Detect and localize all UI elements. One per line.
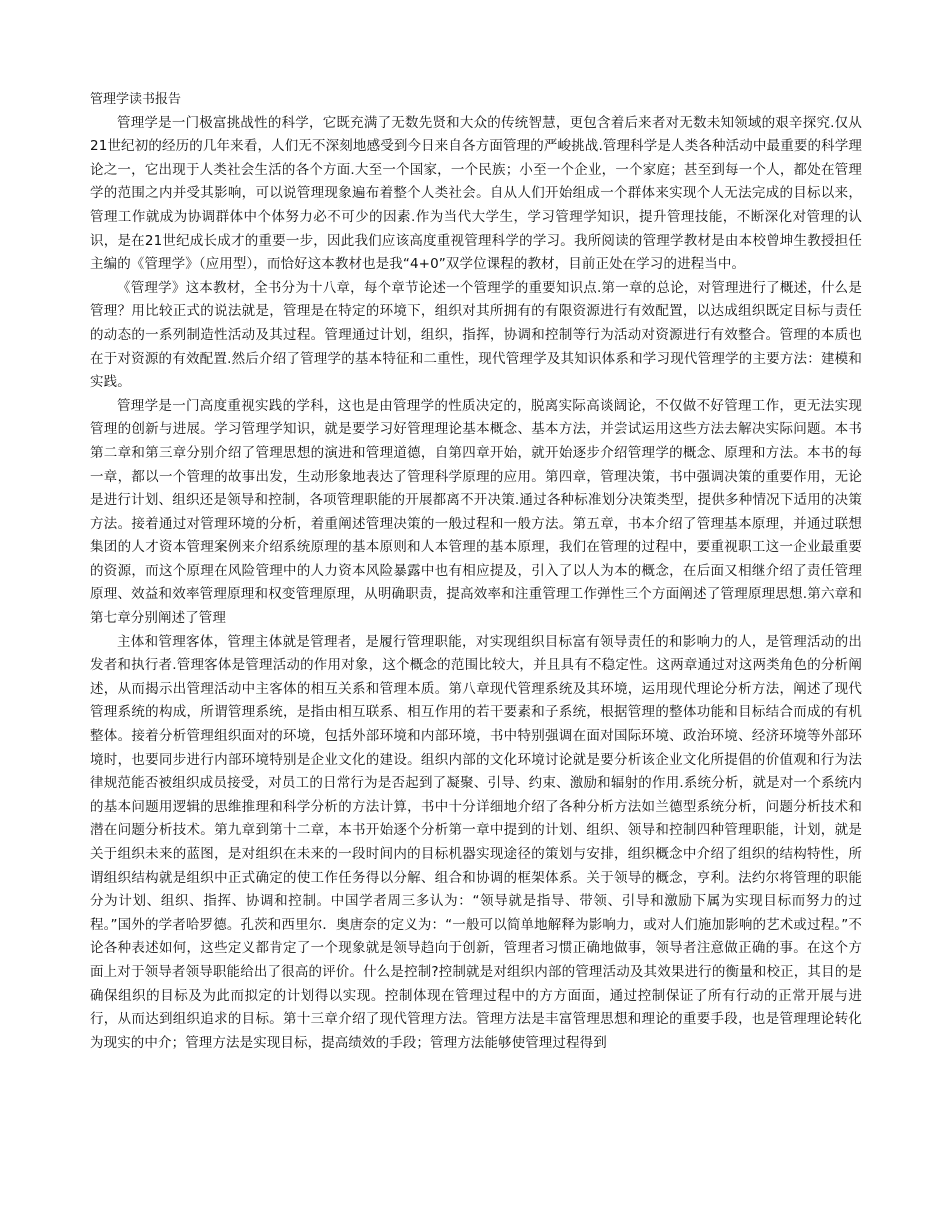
paragraph-book-overview: 《管理学》这本教材，全书分为十八章，每个章节论述一个管理学的重要知识点.第一章的总论，对管理进行了概述，什么是管理？用比较正式的说法就是，管理是在特定的环境下，组织对其所拥有的有限资源进行有效配置，以达成组织既定目标与责任的动态的一系列制造性活动及其过程。管理通过计划，组织，指挥，协调和控制等行为活动对资源进行有效整合。管理的本质也在于对资源的有效配置.然后介绍了管理学的基本特征和二重性，现代管理学及其知识体系和学习现代管理学的主要方法：建模和实践。 [90, 279, 862, 391]
document-page [90, 88, 862, 1055]
paragraph-practice-and-principles: 管理学是一门高度重视实践的学科，这也是由管理学的性质决定的，脱离实际高谈阔论，不仅做不好管理工作，更无法实现管理的创新与进展。学习管理学知识，就是要学习好管理理论基本概念、基本方法，并尝试运用这些方法去解决实际问题。本书第二章和第三章分别介绍了管理思想的演进和管理道德，自第四章开始，就开始逐步介绍管理学的概念、原理和方法。本书的每一章，都以一个管理的故事出发，生动形象地表达了管理科学原理的应用。第四章，管理决策，书中强调决策的重要作用，无论是进行计划、组织还是领导和控制，各项管理职能的开展都离不开决策.通过各种标准划分决策类型，提供多种情况下适用的决策方法。接着通过对管理环境的分析，着重阐述管理决策的一般过程和一般方法。第五章，书本介绍了管理基本原理，并通过联想集团的人才资本管理案例来介绍系统原理的基本原则和人本管理的基本原理，我们在管理的过程中，要重视职工这一企业最重要的资源，而这个原理在风险管理中的人力资本风险暴露中也有相应提及，引入了以人为本的概念，在后面又相继介绍了责任管理原理、效益和效率管理原理和权变管理原理，从明确职责，提高效率和注重管理工作弹性三个方面阐述了管理原理思想.第六章和第七章分别阐述了管理 [90, 397, 862, 627]
document-title: 管理学读书报告 [90, 92, 182, 107]
paragraph-introduction: 管理学是一门极富挑战性的科学，它既充满了无数先贤和大众的传统智慧，更包含着后来者对无数未知领域的艰辛探究.仅从21世纪初的经历的几年来看，人们无不深刻地感受到今日来自各方面管理的严峻挑战.管理科学是人类各种活动中最重要的科学理论之一，它出现于人类社会生活的各个方面.大至一个国家，一个民族；小至一个企业，一个家庭；甚至到每一个人，都处在管理学的范围之内并受其影响，可以说管理现象遍布着整个人类社会。自从人们开始组成一个群体来实现个人无法完成的目标以来，管理工作就成为协调群体中个体努力必不可少的因素.作为当代大学生，学习管理学知识，提升管理技能，不断深化对管理的认识，是在21世纪成长成才的重要一步，因此我们应该高度重视管理科学的学习。我所阅读的管理学教材是由本校曾坤生教授担任主编的《管理学》（应用型），而恰好这本教材也是我“4+0”双学位课程的教材，目前正处在学习的进程当中。 [90, 114, 862, 273]
paragraph-subject-object-and-functions: 主体和管理客体，管理主体就是管理者，是履行管理职能，对实现组织目标富有领导责任的和影响力的人，是管理活动的出发者和执行者.管理客体是管理活动的作用对象，这个概念的范围比较大，并且具有不稳定性。这两章通过对这两类角色的分析阐述，从而揭示出管理活动中主客体的相互关系和管理本质。第八章现代管理系统及其环境，运用现代理论分析方法，阐述了现代管理系统的构成，所谓管理系统，是指由相互联系、相互作用的若干要素和子系统，根据管理的整体功能和目标结合而成的有机整体。接着分析管理组织面对的环境，包括外部环境和内部环境，书中特别强调在面对国际环境、政治环境、经济环境等外部环境时，也要同步进行内部环境特别是企业文化的建设。组织内部的文化环境讨论就是要分析该企业文化所提倡的价值观和行为法律规范能否被组织成员接受，对员工的日常行为是否起到了凝聚、引导、约束、激励和辐射的作用.系统分析，就是对一个系统内的基本问题用逻辑的思维推理和科学分析的方法计算，书中十分详细地介绍了各种分析方法如兰德型系统分析，问题分析技术和潜在问题分析技术。第九章到第十二章，本书开始逐个分析第一章中提到的计划、组织、领导和控制四种管理职能，计划，就是关于组织未来的蓝图，是对组织在未来的一段时间内的目标机器实现途径的策划与安排，组织概念中介绍了组织的结构特性，所谓组织结构就是组织中正式确定的使工作任务得以分解、组合和协调的框架体系。关于领导的概念，亨利。法约尔将管理的职能分为计划、组织、指挥、协调和控制。中国学者周三多认为：“领导就是指导、带领、引导和激励下属为实现目标而努力的过程。”国外的学者哈罗德。孔茨和西里尔．奥唐奈的定义为：“一般可以简单地解释为影响力，或对人们施加影响的艺术或过程。”不论各种表述如何，这些定义都肯定了一个现象就是领导趋向于创新，管理者习惯正确地做事，领导者注意做正确的事。在这个方面上对于领导者领导职能给出了很高的评价。什么是控制?控制就是对组织内部的管理活动及其效果进行的衡量和校正，其目的是确保组织的目标及为此而拟定的计划得以实现。控制体现在管理过程中的方方面面，通过控制保证了所有行动的正常开展与进行，从而达到组织追求的目标。第十三章介绍了现代管理方法。管理方法是丰富管理思想和理论的重要手段，也是管理理论转化为现实的中介；管理方法是实现目标，提高绩效的手段；管理方法能够使管理过程得到 [90, 633, 862, 1051]
